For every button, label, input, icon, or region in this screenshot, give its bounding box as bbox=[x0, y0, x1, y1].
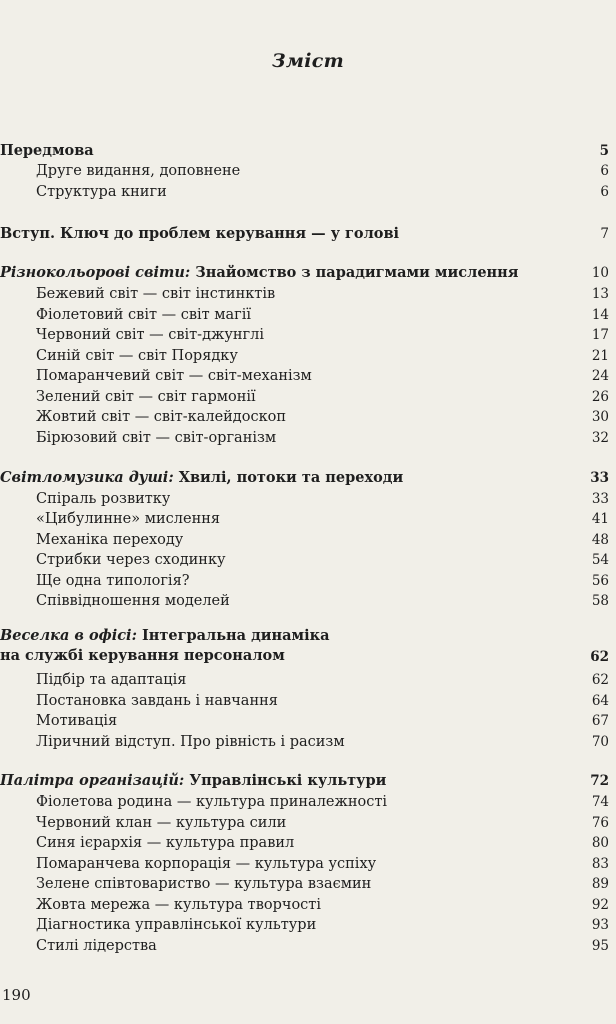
toc-item bbox=[0, 302, 609, 324]
toc-item-label: Підбір та адаптація bbox=[36, 672, 187, 688]
toc-page-number: 92 bbox=[591, 897, 609, 913]
toc-item-label: Бежевий світ — світ інстинктів bbox=[36, 286, 276, 302]
toc-item-label: Синій світ — світ Порядку bbox=[36, 348, 238, 364]
toc-item bbox=[0, 830, 609, 852]
toc-item-label: Друге видання, доповнене bbox=[36, 163, 241, 179]
toc-page-number: 89 bbox=[591, 876, 609, 892]
toc-item bbox=[0, 729, 609, 751]
toc-page-number: 80 bbox=[591, 835, 609, 851]
toc-section-title bbox=[0, 772, 386, 790]
toc-item-label: Помаранчева корпорація — культура успіху bbox=[36, 856, 377, 872]
toc-page-number: 10 bbox=[591, 265, 609, 281]
toc-section-intro bbox=[0, 221, 609, 243]
toc-item bbox=[0, 281, 609, 303]
toc-item bbox=[0, 404, 609, 426]
toc-page-number: 58 bbox=[591, 593, 609, 609]
toc-page-number: 26 bbox=[591, 389, 609, 405]
toc-item-label: «Цибулинне» мислення bbox=[36, 511, 221, 527]
toc-section-title-text: Передмова bbox=[0, 142, 94, 159]
toc-item-label: Фіолетовий світ — світ магії bbox=[36, 307, 252, 323]
toc-item-label: Структура книги bbox=[36, 184, 167, 200]
toc-page-number: 95 bbox=[591, 938, 609, 954]
toc-page-number: 67 bbox=[591, 713, 609, 729]
toc-item bbox=[0, 912, 609, 934]
toc-section-lead: Світломузика душі: bbox=[0, 469, 174, 486]
toc-item-label: Стрибки через сходинку bbox=[36, 552, 226, 568]
toc-item bbox=[0, 810, 609, 832]
toc-section-title-text: Інтегральна динаміка bbox=[136, 627, 330, 644]
toc-item bbox=[0, 506, 609, 528]
toc-item bbox=[0, 851, 609, 873]
toc-page-number: 33 bbox=[590, 470, 609, 486]
toc-item-label: Жовта мережа — культура творчості bbox=[36, 897, 321, 913]
toc-item bbox=[0, 871, 609, 893]
toc-item bbox=[0, 322, 609, 344]
toc-section-title-text: Вступ. Ключ до проблем керування — у голові bbox=[0, 225, 400, 242]
toc-item-label: Зелене співтовариство — культура взаємин bbox=[36, 876, 372, 892]
toc-section-title bbox=[0, 264, 518, 282]
toc-page-number: 17 bbox=[591, 327, 609, 343]
toc-page-number: 62 bbox=[591, 672, 609, 688]
toc-item-label: Жовтий світ — світ-калейдоскоп bbox=[36, 409, 287, 425]
toc-page-number: 13 bbox=[591, 286, 609, 302]
toc-page-number: 24 bbox=[591, 368, 609, 384]
toc-item-label: Помаранчевий світ — світ-механізм bbox=[36, 368, 312, 384]
toc-page-number: 64 bbox=[591, 693, 609, 709]
toc-section-title bbox=[0, 225, 399, 243]
toc-page-number: 74 bbox=[591, 794, 609, 810]
toc-page-number: 6 bbox=[600, 184, 609, 200]
toc-item bbox=[0, 708, 609, 730]
toc-page-number: 70 bbox=[591, 734, 609, 750]
toc-page-number: 32 bbox=[591, 430, 609, 446]
toc-section-lead: Веселка в офісі: bbox=[0, 627, 137, 644]
toc-item-label: Ліричний відступ. Про рівність і расизм bbox=[36, 734, 345, 750]
toc-page-number: 56 bbox=[591, 573, 609, 589]
toc-section-title bbox=[0, 469, 403, 487]
toc-page-number: 14 bbox=[591, 307, 609, 323]
toc-section-preface bbox=[0, 138, 609, 160]
toc-item-label: Мотивація bbox=[36, 713, 118, 729]
toc-section-title-text-line2: на службі керування персоналом bbox=[0, 647, 285, 664]
toc-page-number: 21 bbox=[591, 348, 609, 364]
toc-item bbox=[0, 933, 609, 955]
toc-item bbox=[0, 588, 609, 610]
toc-page-number: 5 bbox=[599, 143, 609, 159]
toc-item-label: Механіка переходу bbox=[36, 532, 184, 548]
toc-item bbox=[0, 363, 609, 385]
toc-page-number: 54 bbox=[591, 552, 609, 568]
toc-item bbox=[0, 527, 609, 549]
toc-section-lead: Різнокольорові світи: bbox=[0, 264, 191, 281]
toc-page-number: 93 bbox=[591, 917, 609, 933]
toc-page-number: 76 bbox=[591, 815, 609, 831]
toc-page-number: 6 bbox=[600, 163, 609, 179]
toc-item-label: Співвідношення моделей bbox=[36, 593, 230, 609]
toc-section-title-text: Хвилі, потоки та переходи bbox=[173, 469, 404, 486]
page-title: Зміст bbox=[271, 50, 345, 72]
toc-item-label: Червоний світ — світ-джунглі bbox=[36, 327, 264, 343]
toc-page-number: 33 bbox=[591, 491, 609, 507]
toc-section-title bbox=[0, 626, 330, 666]
toc-item-label: Спіраль розвитку bbox=[36, 491, 171, 507]
toc-item-label: Ще одна типологія? bbox=[36, 573, 190, 589]
toc-item bbox=[0, 384, 609, 406]
toc-item bbox=[0, 892, 609, 914]
toc-item bbox=[0, 425, 609, 447]
toc-item-label: Постановка завдань і навчання bbox=[36, 693, 278, 709]
toc-section-light-music bbox=[0, 465, 609, 487]
toc-item-label: Діагностика управлінської культури bbox=[36, 917, 317, 933]
toc-item bbox=[0, 486, 609, 508]
toc-item bbox=[0, 568, 609, 590]
toc-item bbox=[0, 667, 609, 689]
toc-item-label: Синя ієрархія — культура правил bbox=[36, 835, 295, 851]
toc-item bbox=[0, 343, 609, 365]
toc-item bbox=[0, 158, 609, 180]
toc-page-number: 41 bbox=[591, 511, 609, 527]
toc-item-label: Стилі лідерства bbox=[36, 938, 157, 954]
toc-section-title-text: Управлінські культури bbox=[184, 772, 387, 789]
toc-page-number: 7 bbox=[600, 226, 609, 242]
toc-item bbox=[0, 547, 609, 569]
toc-page-number: 72 bbox=[590, 773, 609, 789]
toc-page-number: 62 bbox=[590, 649, 609, 665]
toc-item-label: Фіолетова родина — культура приналежності bbox=[36, 794, 388, 810]
toc-item-label: Зелений світ — світ гармонії bbox=[36, 389, 256, 405]
toc-item-label: Червоний клан — культура сили bbox=[36, 815, 287, 831]
folio-page-number: 190 bbox=[2, 986, 31, 1004]
toc-section-rainbow-office bbox=[0, 626, 609, 666]
toc-section-worlds bbox=[0, 260, 609, 282]
toc-section-palette bbox=[0, 768, 609, 790]
toc-section-title-text: Знайомство з парадигмами мислення bbox=[190, 264, 519, 281]
toc-section-lead: Палітра організацій: bbox=[0, 772, 185, 789]
toc-item bbox=[0, 789, 609, 811]
toc-item bbox=[0, 688, 609, 710]
toc-page-number: 48 bbox=[591, 532, 609, 548]
toc-page-number: 30 bbox=[591, 409, 609, 425]
toc-item-label: Бірюзовий світ — світ-організм bbox=[36, 430, 277, 446]
toc-page-number: 83 bbox=[591, 856, 609, 872]
toc-item bbox=[0, 179, 609, 201]
